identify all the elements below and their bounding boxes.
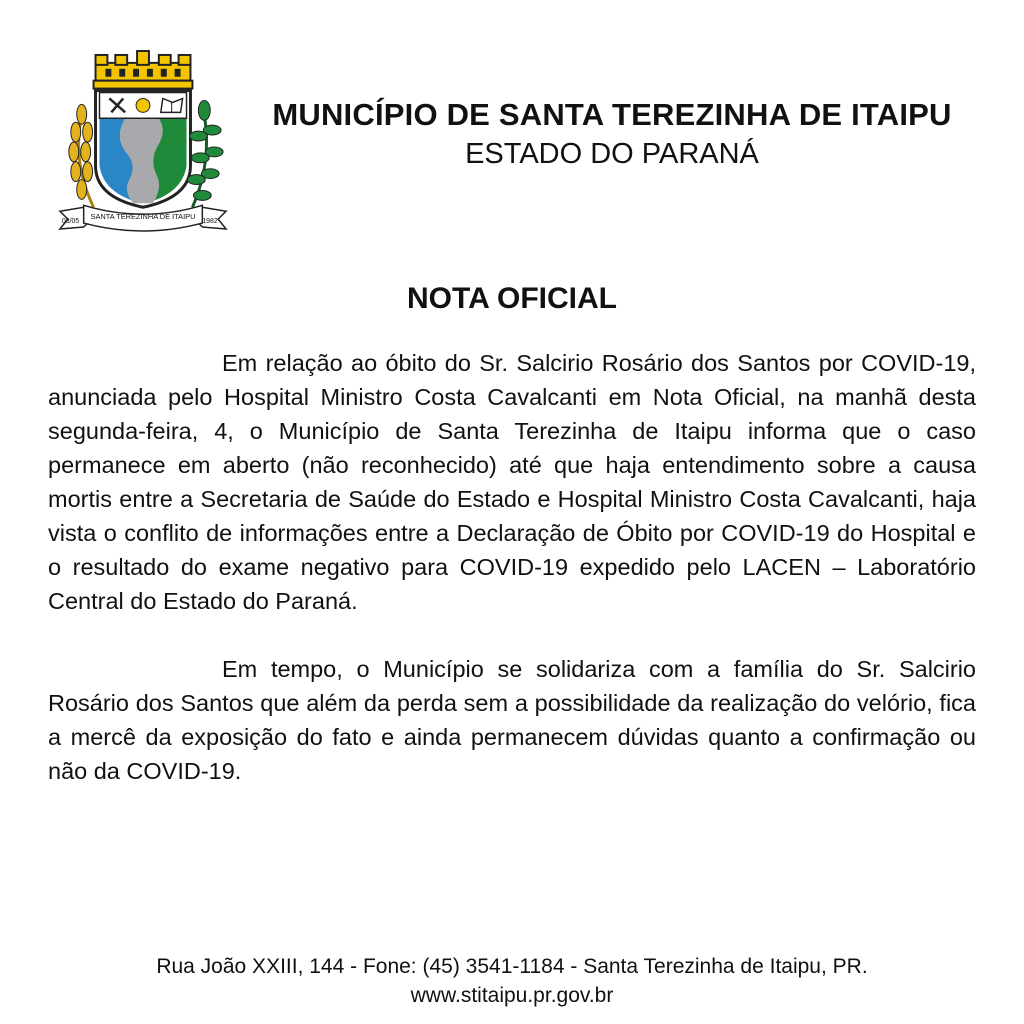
ribbon-banner <box>60 205 226 231</box>
body-paragraph: Em relação ao óbito do Sr. Salcirio Rosário dos Santos por COVID-19, anunciada pelo Hospital Ministro Costa Cavalcanti em Nota Oficial, na manhã desta segunda-feira, 4, o Município de Santa Terezinha de Itaipu informa que o caso permanece em aberto (não reconhecido) até que haja entendimento sobre a causa mortis entre a Secretaria de Saúde do Estado e Hospital Ministro Costa Cavalcanti, haja vista o conflito de informações entre a Declaração de Óbito por COVID-19 do Hospital e o resultado do exame negativo para COVID-19 expedido pelo LACEN – Laboratório Central do Estado do Paraná. <box>48 350 976 614</box>
letterhead <box>236 96 988 172</box>
leaf-branch-icon <box>188 100 224 207</box>
footer-address: Rua João XXIII, 144 - Fone: (45) 3541-1184 - Santa Terezinha de Itaipu, PR. <box>156 955 868 978</box>
body-paragraph: Em tempo, o Município se solidariza com a família do Sr. Salcirio Rosário dos Santos que além da perda sem a possibilidade da realização do velório, fica a mercê da exposição do fato e ainda permanecem dúvidas quanto a confirmação ou não da COVID-19. <box>48 656 976 784</box>
municipal-coat-of-arms <box>54 48 232 234</box>
crest-date-right: 1982 <box>202 218 218 226</box>
crown-icon <box>94 51 193 89</box>
footer-website: www.stitaipu.pr.gov.br <box>410 984 614 1007</box>
footer <box>0 952 1024 1010</box>
document-title: NOTA OFICIAL <box>407 282 617 315</box>
crest-date-left: 03/05 <box>61 218 80 226</box>
shield-icon <box>96 91 191 208</box>
crest-ribbon-text: SANTA TEREZINHA DE ITAIPU <box>90 212 196 222</box>
wheat-icon <box>69 104 94 207</box>
state-subtitle: ESTADO DO PARANÁ <box>465 138 759 170</box>
municipality-title: MUNICÍPIO DE SANTA TEREZINHA DE ITAIPU <box>272 97 952 132</box>
document-body <box>48 346 976 822</box>
